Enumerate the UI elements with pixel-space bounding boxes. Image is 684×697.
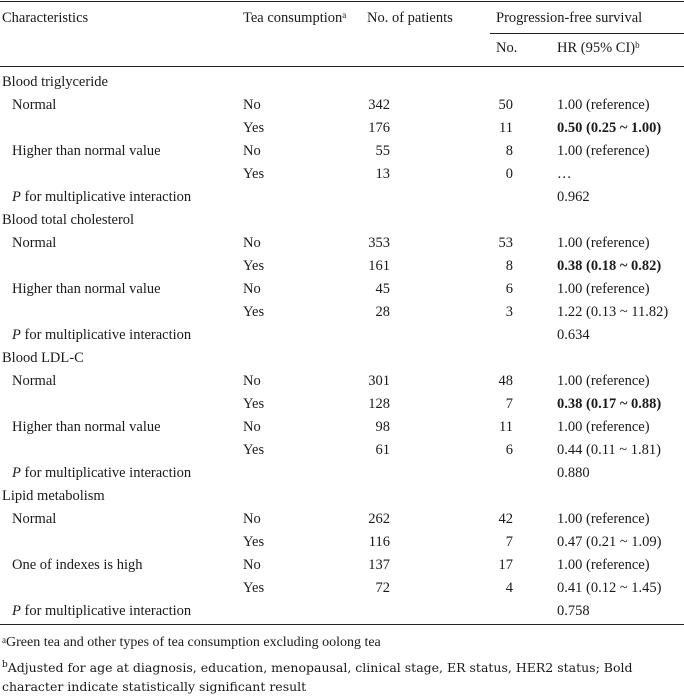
patients-value: 128 bbox=[368, 396, 390, 412]
p-symbol: P bbox=[12, 603, 21, 619]
tea-value: No bbox=[243, 511, 261, 527]
patients-value: 301 bbox=[368, 373, 390, 389]
pfs-no-value: 42 bbox=[498, 511, 513, 527]
patients-value: 262 bbox=[368, 511, 390, 527]
tea-value: Yes bbox=[243, 304, 265, 320]
tea-value: No bbox=[243, 97, 261, 113]
pfs-no-value: 11 bbox=[499, 419, 513, 435]
hr-value: 0.38 (0.17 ~ 0.88) bbox=[557, 396, 662, 412]
p-symbol: P bbox=[12, 465, 21, 481]
patients-value: 116 bbox=[368, 534, 390, 550]
interaction-text: for multiplicative interaction bbox=[24, 465, 192, 481]
pfs-no-value: 53 bbox=[498, 235, 513, 251]
tea-value: Yes bbox=[243, 396, 265, 412]
hr-value: 0.50 (0.25 ~ 1.00) bbox=[557, 120, 662, 136]
hr-value: 1.00 (reference) bbox=[557, 511, 650, 527]
interaction-text: for multiplicative interaction bbox=[24, 189, 192, 205]
hr-value: 1.00 (reference) bbox=[557, 281, 650, 297]
patients-value: 137 bbox=[368, 557, 390, 573]
patients-value: 45 bbox=[375, 281, 390, 297]
pfs-no-value: 50 bbox=[498, 97, 513, 113]
pfs-no-value: 6 bbox=[505, 442, 513, 458]
patients-value: 353 bbox=[368, 235, 390, 251]
tea-value: Yes bbox=[243, 166, 265, 182]
section-heading: Blood triglyceride bbox=[2, 74, 108, 90]
header-pfs: Progression-free survival bbox=[496, 10, 643, 26]
hr-value: … bbox=[557, 166, 572, 182]
header-bottom-rule bbox=[0, 66, 684, 67]
hr-value: 0.38 (0.18 ~ 0.82) bbox=[557, 258, 662, 274]
interaction-label bbox=[12, 602, 191, 620]
hr-value: 0.758 bbox=[557, 603, 590, 619]
row-label: Normal bbox=[12, 235, 57, 251]
patients-value: 55 bbox=[375, 143, 390, 159]
interaction-text: for multiplicative interaction bbox=[24, 327, 192, 343]
pfs-no-value: 6 bbox=[505, 281, 513, 297]
hr-value: 1.22 (0.13 ~ 11.82) bbox=[557, 304, 669, 320]
pfs-no-value: 7 bbox=[505, 396, 513, 412]
footnote-b: $^b$Adjusted for age at diagnosis, education, menopausal, clinical stage, ER status, HER2 status; Bold character indicate statistically significant result bbox=[2, 660, 633, 694]
hr-value: 1.00 (reference) bbox=[557, 557, 650, 573]
row-label: Higher than normal value bbox=[12, 419, 161, 435]
row-label: Higher than normal value bbox=[12, 281, 161, 297]
hr-value: 0.41 (0.12 ~ 1.45) bbox=[557, 580, 662, 596]
pfs-no-value: 48 bbox=[498, 373, 513, 389]
patients-value: 98 bbox=[375, 419, 390, 435]
section-heading: Lipid metabolism bbox=[2, 488, 105, 504]
tea-value: No bbox=[243, 281, 261, 297]
patients-value: 13 bbox=[375, 166, 390, 182]
header-tea-consumption: Tea consumption$^a$ bbox=[243, 10, 347, 26]
hr-value: 0.634 bbox=[557, 327, 590, 343]
patients-value: 342 bbox=[368, 97, 390, 113]
bottom-rule bbox=[0, 624, 684, 625]
pfs-no-value: 7 bbox=[505, 534, 513, 550]
tea-value: Yes bbox=[243, 580, 265, 596]
p-symbol: P bbox=[12, 327, 21, 343]
tea-value: Yes bbox=[243, 442, 265, 458]
pfs-no-value: 8 bbox=[505, 258, 513, 274]
pfs-no-value: 3 bbox=[505, 304, 513, 320]
tea-value: No bbox=[243, 143, 261, 159]
hr-value: 0.880 bbox=[557, 465, 590, 481]
interaction-label bbox=[12, 464, 191, 482]
pfs-no-value: 8 bbox=[505, 143, 513, 159]
pfs-no-value: 17 bbox=[498, 557, 513, 573]
hr-value: 1.00 (reference) bbox=[557, 373, 650, 389]
header-no: No. bbox=[496, 40, 518, 56]
row-label: Normal bbox=[12, 511, 57, 527]
tea-value: Yes bbox=[243, 258, 265, 274]
hr-value: 0.47 (0.21 ~ 1.09) bbox=[557, 534, 662, 550]
pfs-no-value: 11 bbox=[499, 120, 513, 136]
row-label: Higher than normal value bbox=[12, 143, 161, 159]
patients-value: 161 bbox=[368, 258, 390, 274]
p-symbol: P bbox=[12, 189, 21, 205]
pfs-subrule bbox=[490, 33, 684, 34]
hr-value: 1.00 (reference) bbox=[557, 143, 650, 159]
interaction-text: for multiplicative interaction bbox=[24, 603, 192, 619]
patients-value: 176 bbox=[368, 120, 390, 136]
pfs-no-value: 4 bbox=[505, 580, 513, 596]
row-label: Normal bbox=[12, 97, 57, 113]
patients-value: 72 bbox=[375, 580, 390, 596]
row-label: One of indexes is high bbox=[12, 557, 143, 573]
interaction-label bbox=[12, 188, 191, 206]
row-label: Normal bbox=[12, 373, 57, 389]
tea-value: Yes bbox=[243, 534, 265, 550]
section-heading: Blood LDL-C bbox=[2, 350, 84, 366]
patients-value: 28 bbox=[375, 304, 390, 320]
header-num-patients: No. of patients bbox=[367, 10, 453, 26]
hr-value: 1.00 (reference) bbox=[557, 235, 650, 251]
tea-value: No bbox=[243, 373, 261, 389]
hr-value: 1.00 (reference) bbox=[557, 419, 650, 435]
tea-value: No bbox=[243, 235, 261, 251]
tea-value: No bbox=[243, 419, 261, 435]
patients-value: 61 bbox=[375, 442, 390, 458]
header-characteristics: Characteristics bbox=[2, 10, 89, 26]
tea-value: Yes bbox=[243, 120, 265, 136]
pfs-no-value: 0 bbox=[505, 166, 513, 182]
hr-value: 0.44 (0.11 ~ 1.81) bbox=[557, 442, 661, 458]
tea-value: No bbox=[243, 557, 261, 573]
interaction-label bbox=[12, 326, 191, 344]
hr-value: 0.962 bbox=[557, 189, 590, 205]
header-hr: HR (95% CI)$^b$ bbox=[557, 40, 640, 56]
section-heading: Blood total cholesterol bbox=[2, 212, 135, 228]
top-rule bbox=[0, 1, 684, 2]
footnote-a: $^a$Green tea and other types of tea consumption excluding oolong tea bbox=[2, 635, 381, 650]
hr-value: 1.00 (reference) bbox=[557, 97, 650, 113]
